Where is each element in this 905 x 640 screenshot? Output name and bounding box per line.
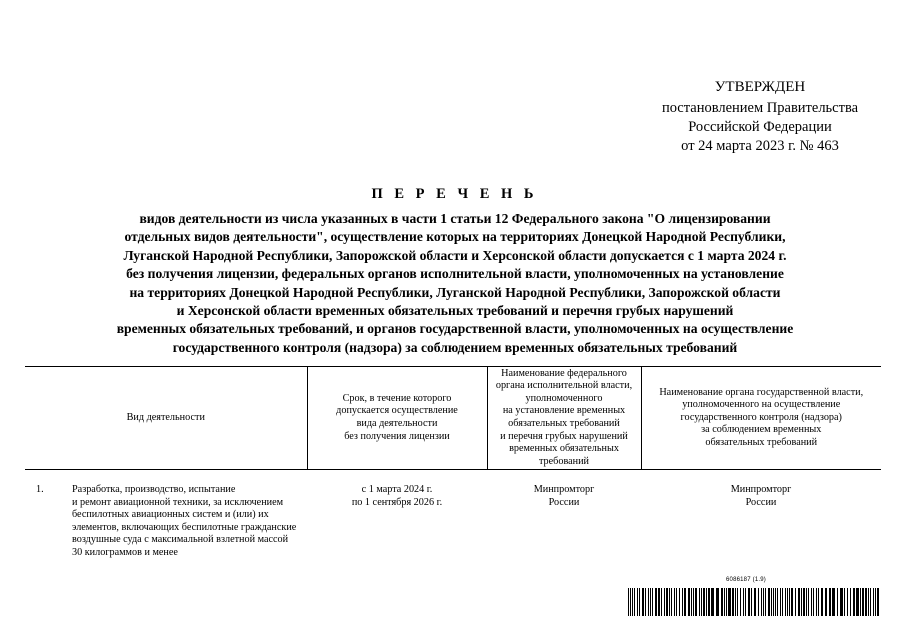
barcode-bar <box>661 588 662 616</box>
barcode-bar <box>821 588 823 616</box>
barcode-bar <box>816 588 817 616</box>
barcode-bar <box>699 588 700 616</box>
barcode-bar <box>703 588 705 616</box>
approval-heading: УТВЕРЖДЕН <box>714 79 806 95</box>
barcode-bar <box>837 588 838 616</box>
approval-block <box>640 78 880 156</box>
barcode-bar <box>728 588 731 616</box>
barcode-bar <box>639 588 640 616</box>
subtitle-line: без получения лицензии, федеральных органов исполнительной власти, уполномоченных на установление <box>126 266 784 282</box>
barcode-bar <box>671 588 672 616</box>
subtitle-line: и Херсонской области временных обязательных требований и перечня грубых нарушений <box>176 303 734 319</box>
barcode-bar <box>761 588 762 616</box>
activity-cell <box>25 470 307 561</box>
barcode-bar <box>780 588 781 616</box>
barcode-bar <box>674 588 675 616</box>
barcode-bar <box>628 588 629 616</box>
barcode-bar <box>688 588 690 616</box>
barcode-bar <box>652 588 653 616</box>
subtitle-line: отдельных видов деятельности", осуществление которых на территориях Донецкой Народной Республики, <box>124 229 786 245</box>
table-header-row <box>25 367 881 470</box>
header-control-body: Наименование органа государственной власти, уполномоченного на осуществление государственного контроля (надзора) за соблюдением временных обязательных требований <box>641 367 881 470</box>
barcode-bar <box>868 588 869 616</box>
barcode-bar <box>847 588 848 616</box>
barcode-bar <box>748 588 750 616</box>
barcode-bar <box>721 588 723 616</box>
barcode-bar <box>840 588 843 616</box>
barcode-bar <box>782 588 783 616</box>
activity-text: Разработка, производство, испытание и ремонт авиационной техники, за исключением беспилотных авиационных систем и (или) их элементов, включающих беспилотные гражданские воздушные суда с максимальной взлетной массой 30 килограммов и менее <box>72 484 297 558</box>
barcode-label: 6086187 (1.9) <box>726 577 766 583</box>
barcode-bar <box>630 588 631 616</box>
table-row <box>25 470 881 561</box>
barcode-bar <box>763 588 764 616</box>
barcode-image <box>628 588 882 616</box>
barcode-bar <box>877 588 879 616</box>
barcode-bar <box>716 588 719 616</box>
header-federal-body: Наименование федерального органа исполнительной власти, уполномоченного на установление временных обязательных требований и перечня грубых нарушений временных обязательных требований <box>487 367 641 470</box>
barcode-bar <box>754 588 756 616</box>
barcode-bar <box>645 588 646 616</box>
barcode-bar <box>642 588 644 616</box>
barcode-bar <box>666 588 668 616</box>
barcode-bar <box>745 588 746 616</box>
barcode-bar <box>634 588 635 616</box>
barcode-bar <box>655 588 657 616</box>
barcode-bar <box>775 588 776 616</box>
activities-table <box>25 366 881 561</box>
barcode-bar <box>777 588 778 616</box>
barcode-bar <box>801 588 802 616</box>
approval-line: постановлением Правительства <box>661 100 859 116</box>
barcode-bar <box>695 588 697 616</box>
barcode-bar <box>875 588 876 616</box>
barcode-bar <box>691 588 692 616</box>
barcode-bar <box>850 588 851 616</box>
barcode-bar <box>664 588 665 616</box>
barcode-bar <box>853 588 855 616</box>
barcode-bar <box>860 588 861 616</box>
barcode-bar <box>648 588 649 616</box>
header-term: Срок, в течение которого допускается осуществление вида деятельности без получения лицензии <box>307 367 487 470</box>
barcode-bar <box>862 588 864 616</box>
approval-line: Российской Федерации <box>688 119 832 135</box>
barcode-bar <box>632 588 633 616</box>
barcode-bar <box>682 588 683 616</box>
barcode-bar <box>808 588 809 616</box>
barcode-bar <box>737 588 738 616</box>
term-cell: с 1 марта 2024 г. по 1 сентября 2026 г. <box>351 484 443 508</box>
barcode-bar <box>873 588 874 616</box>
barcode-bar <box>758 588 759 616</box>
barcode-bar <box>795 588 796 616</box>
barcode-bar <box>771 588 772 616</box>
federal-body-cell: Минпромторг России <box>533 484 595 508</box>
barcode-bar <box>870 588 871 616</box>
barcode-bar <box>813 588 814 616</box>
header-activity: Вид деятельности <box>25 367 307 470</box>
barcode-bar <box>803 588 805 616</box>
barcode-bar <box>711 588 714 616</box>
barcode-bar <box>829 588 831 616</box>
document-title: П Е Р Е Ч Е Н Ь <box>371 186 538 202</box>
approval-line: от 24 марта 2023 г. № 463 <box>681 138 839 154</box>
barcode-bar <box>768 588 770 616</box>
barcode-bar <box>658 588 660 616</box>
barcode-bar <box>844 588 845 616</box>
row-number: 1. <box>36 484 44 495</box>
subtitle-line: Луганской Народной Республики, Запорожской области и Херсонской области допускается с 1 марта 2024 г. <box>123 247 787 263</box>
barcode-bar <box>751 588 752 616</box>
barcode-bar <box>740 588 741 616</box>
subtitle-line: на территориях Донецкой Народной Республики, Луганской Народной Республики, Запорожской области <box>129 284 781 300</box>
barcode-bar <box>785 588 786 616</box>
barcode-bar <box>765 588 766 616</box>
barcode-bar <box>669 588 670 616</box>
barcode-bar <box>732 588 734 616</box>
barcode-bar <box>708 588 710 616</box>
subtitle-line: видов деятельности из числа указанных в части 1 статьи 12 Федерального закона "О лицензировании <box>139 211 771 226</box>
barcode-bar <box>676 588 677 616</box>
barcode-bar <box>798 588 800 616</box>
barcode-bar <box>724 588 725 616</box>
subtitle-line: государственного контроля (надзора) за соблюдением временных обязательных требований <box>172 339 738 355</box>
barcode-bar <box>726 588 727 616</box>
subtitle-line: временных обязательных требований, и органов государственной власти, уполномоченных на осуществление <box>116 321 794 337</box>
barcode-bar <box>684 588 686 616</box>
barcode-bar <box>865 588 867 616</box>
barcode-bar <box>787 588 788 616</box>
barcode-bar <box>706 588 707 616</box>
barcode-bar <box>650 588 651 616</box>
barcode-bar <box>818 588 819 616</box>
barcode-bar <box>743 588 744 616</box>
control-body-cell: Минпромторг России <box>730 484 792 508</box>
barcode-bar <box>693 588 694 616</box>
barcode-bar <box>735 588 736 616</box>
barcode-bar <box>773 588 774 616</box>
document-subtitle <box>60 210 850 357</box>
barcode-bar <box>806 588 807 616</box>
barcode-bar <box>856 588 859 616</box>
barcode-bar <box>701 588 702 616</box>
barcode-bar <box>789 588 790 616</box>
barcode-bar <box>791 588 793 616</box>
barcode-bar <box>825 588 827 616</box>
barcode-bar <box>637 588 638 616</box>
barcode-bar <box>679 588 680 616</box>
barcode-bar <box>811 588 812 616</box>
barcode-bar <box>832 588 835 616</box>
